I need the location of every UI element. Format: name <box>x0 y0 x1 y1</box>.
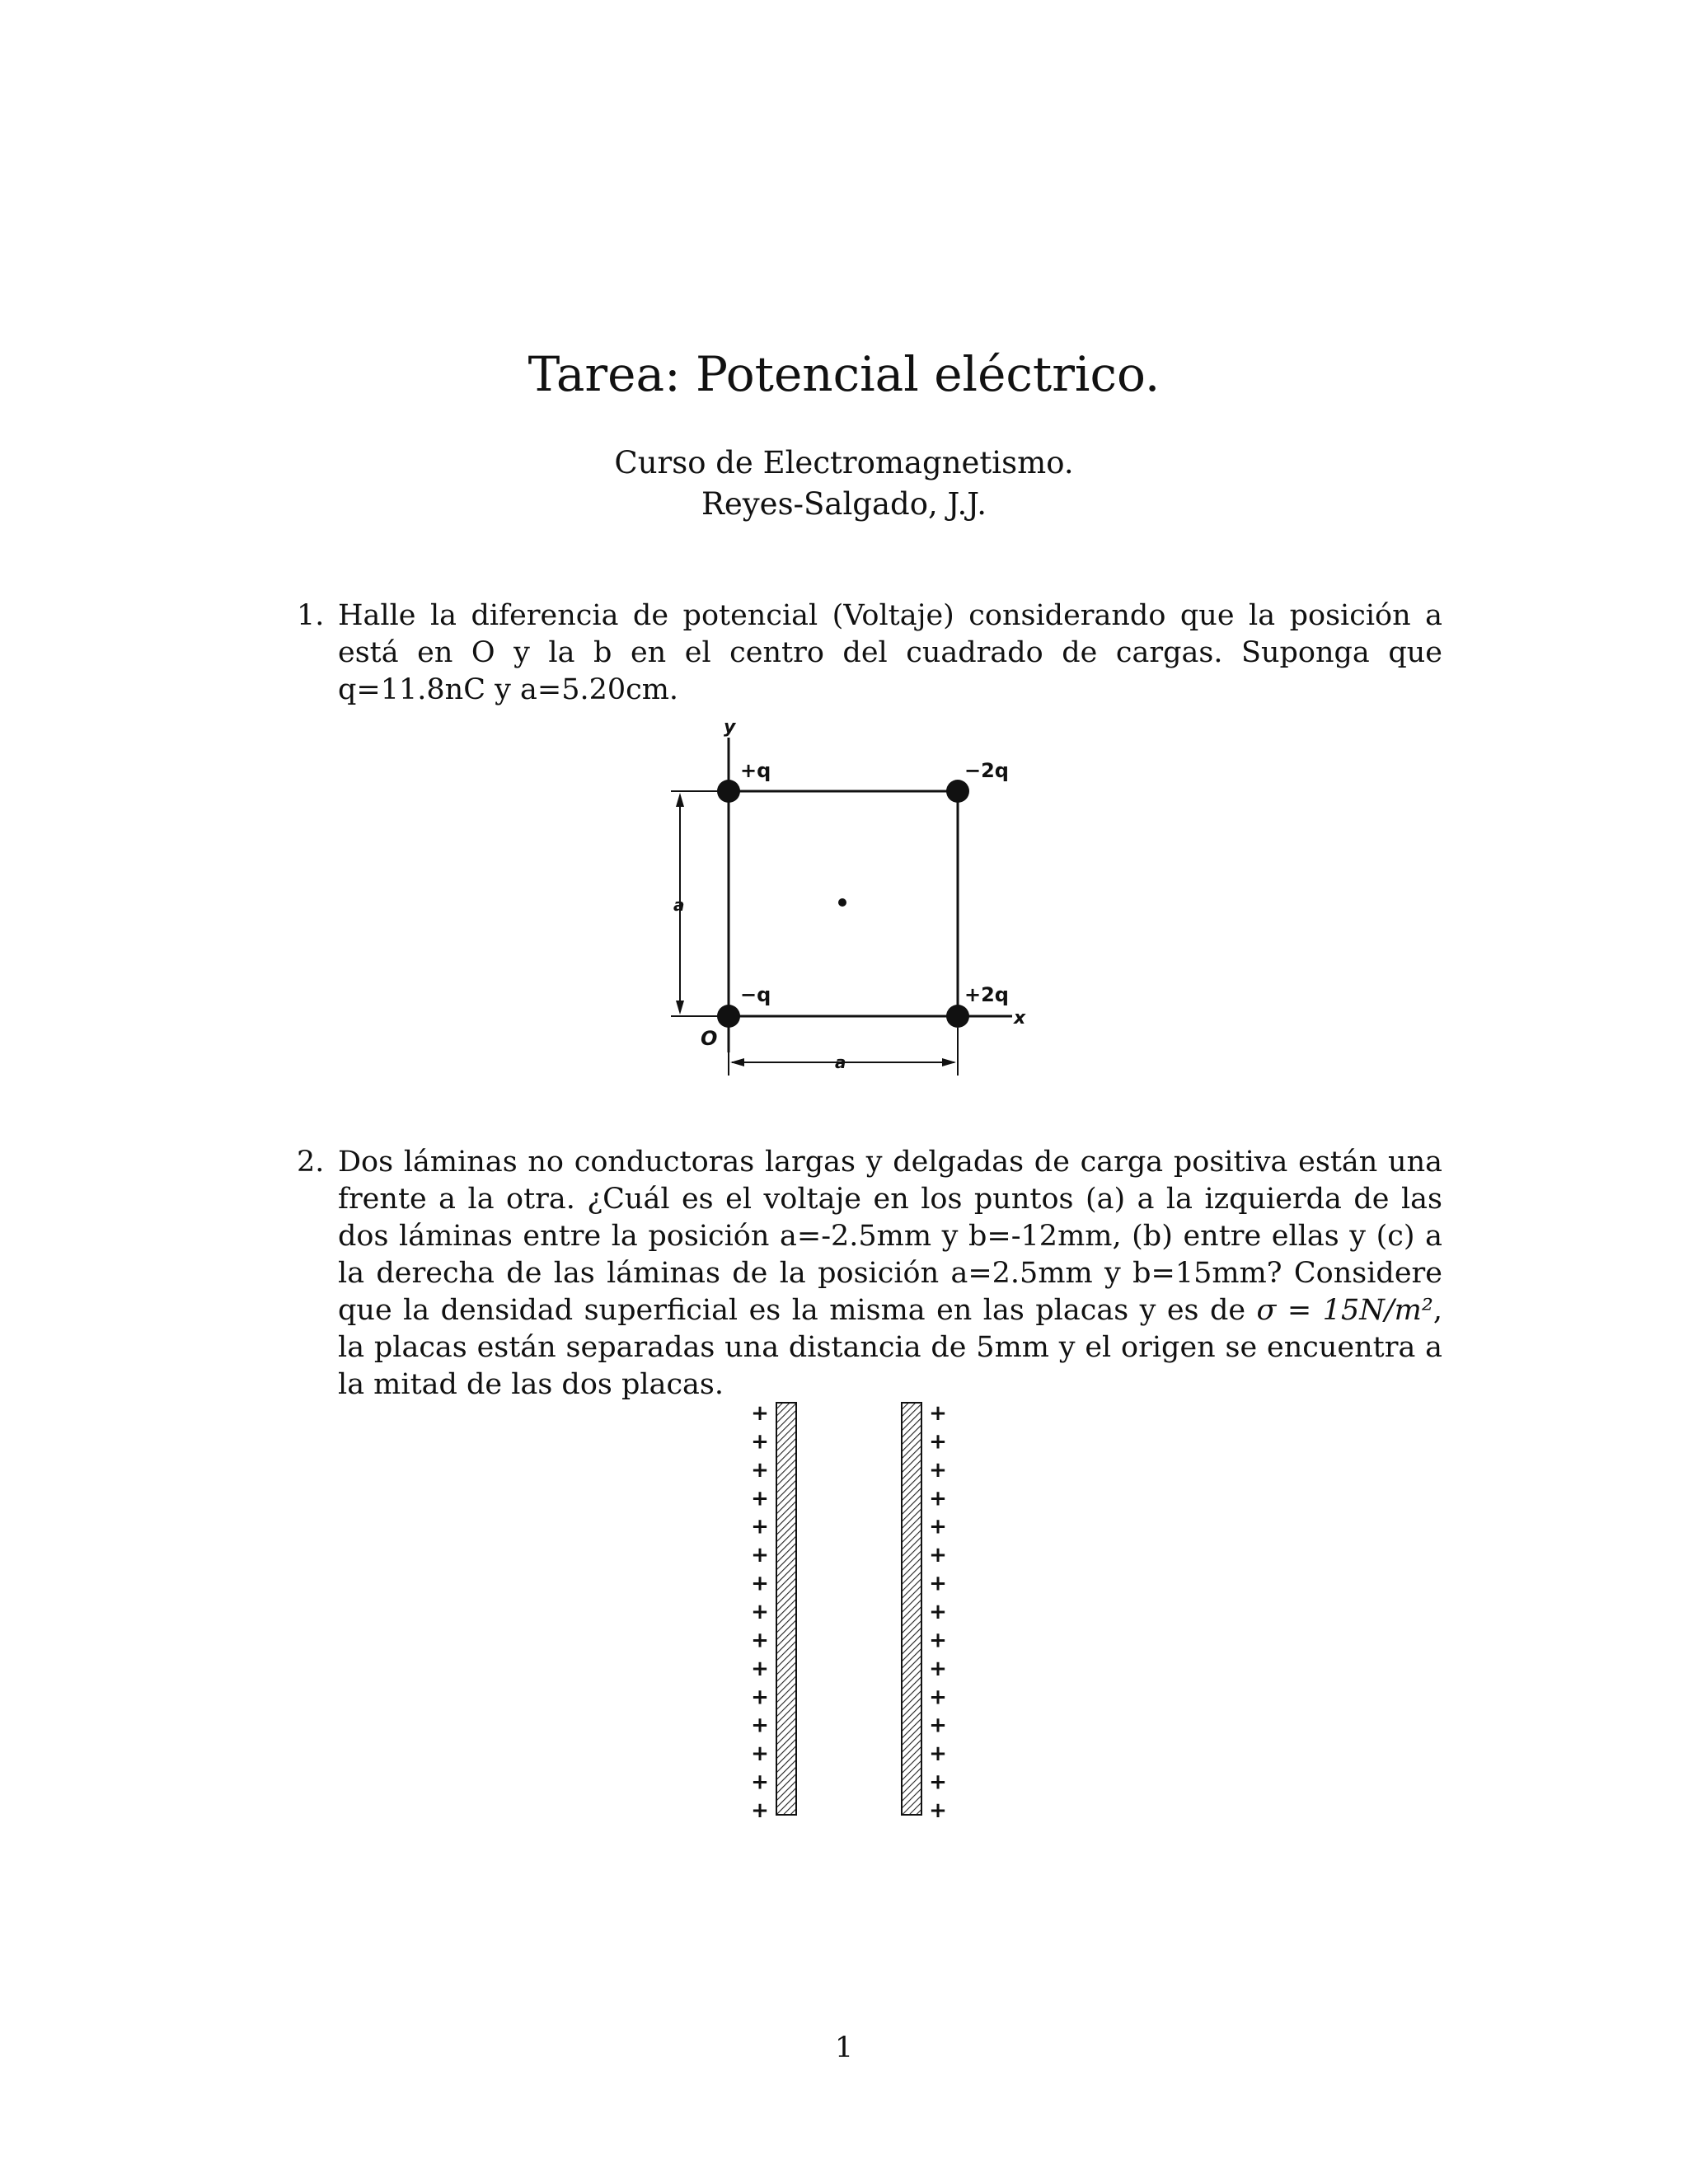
plus-left-sign: + <box>751 1457 769 1483</box>
plus-right-sign: + <box>929 1571 947 1596</box>
plus-left-sign: + <box>751 1543 769 1568</box>
left-plate-charges <box>751 1401 769 1821</box>
label-axis-y: y <box>724 717 736 738</box>
author-name: Reyes-Salgado, J.J. <box>701 486 987 522</box>
plus-left-sign: + <box>751 1741 769 1767</box>
right-plate <box>902 1403 921 1815</box>
charge-top-right <box>946 780 969 803</box>
charged-plates-figure <box>742 1401 956 1821</box>
center-point <box>838 898 846 907</box>
label-axis-x: x <box>1014 1008 1026 1029</box>
dim-bottom-arrow-left <box>730 1058 744 1066</box>
problem-1-text: Halle la diferencia de potencial (Voltaje) considerando que la posición a está en O y la b en el centro del cuadrado de cargas. Suponga que q=11.8nC y a=5.20cm. <box>338 599 1442 706</box>
plus-right-sign: + <box>929 1656 947 1681</box>
problem-1 <box>297 598 1442 709</box>
plus-right-sign: + <box>929 1514 947 1540</box>
plus-right-sign: + <box>929 1769 947 1795</box>
plus-right-sign: + <box>929 1741 947 1767</box>
plus-left-sign: + <box>751 1656 769 1681</box>
label-origin: O <box>701 1027 718 1050</box>
plus-left-sign: + <box>751 1514 769 1540</box>
label-plus-q: +q <box>740 759 771 782</box>
plus-right-sign: + <box>929 1713 947 1738</box>
plus-left-sign: + <box>751 1798 769 1821</box>
plus-right-sign: + <box>929 1628 947 1653</box>
plus-right-sign: + <box>929 1685 947 1710</box>
right-plate-charges <box>929 1401 947 1821</box>
problem-1-number: 1. <box>297 599 325 632</box>
label-side-horizontal: a <box>835 1052 846 1072</box>
plus-left-sign: + <box>751 1713 769 1738</box>
plus-left-sign: + <box>751 1685 769 1710</box>
sigma-equation: σ = 15N/m² <box>1256 1294 1433 1327</box>
plus-left-sign: + <box>751 1769 769 1795</box>
label-minus-q: −q <box>740 983 771 1006</box>
page-number: 1 <box>834 2032 854 2064</box>
page-title: Tarea: Potencial eléctrico. <box>528 346 1160 402</box>
plus-right-sign: + <box>929 1429 947 1455</box>
plus-right-sign: + <box>929 1798 947 1821</box>
problem-2-number: 2. <box>297 1146 325 1179</box>
plus-left-sign: + <box>751 1486 769 1511</box>
dim-left-arrow-down <box>676 1001 684 1015</box>
charge-bottom-right <box>946 1005 969 1028</box>
plus-right-sign: + <box>929 1486 947 1511</box>
plus-left-sign: + <box>751 1429 769 1455</box>
charge-bottom-left <box>717 1005 740 1028</box>
dim-left-arrow-up <box>676 793 684 807</box>
plus-right-sign: + <box>929 1543 947 1568</box>
plus-left-sign: + <box>751 1600 769 1624</box>
label-plus-2q: +2q <box>964 983 1009 1006</box>
problem-2-text-before: Dos láminas no conductoras largas y delgadas de carga positiva están una frente a la otra. ¿Cuál es el voltaje en los puntos (a) a la izquierda de las dos láminas entre la posición a=-2.5mm y b=-12mm, (b) entre ellas y (c) a la derecha de las láminas de la posición a=2.5mm y b=15mm? Considere que la densidad superficial es la misma en las placas y es de <box>338 1146 1442 1327</box>
problem-2 <box>297 1144 1442 1404</box>
plus-right-sign: + <box>929 1600 947 1624</box>
problem-2-text-after: , la placas están separadas una distancia de 5mm y el origen se encuentra a la mitad de las dos placas. <box>338 1294 1442 1401</box>
label-minus-2q: −2q <box>964 759 1009 782</box>
dim-bottom-arrow-right <box>942 1058 956 1066</box>
plus-left-sign: + <box>751 1401 769 1426</box>
left-plate <box>776 1403 796 1815</box>
plus-right-sign: + <box>929 1457 947 1483</box>
label-side-vertical: a <box>673 895 685 915</box>
charge-square-figure <box>659 713 1047 1084</box>
course-name: Curso de Electromagnetismo. <box>614 445 1074 480</box>
plus-right-sign: + <box>929 1401 947 1426</box>
plus-left-sign: + <box>751 1571 769 1596</box>
plus-left-sign: + <box>751 1628 769 1653</box>
problem-2-text <box>338 1144 1442 1404</box>
charge-top-left <box>717 780 740 803</box>
